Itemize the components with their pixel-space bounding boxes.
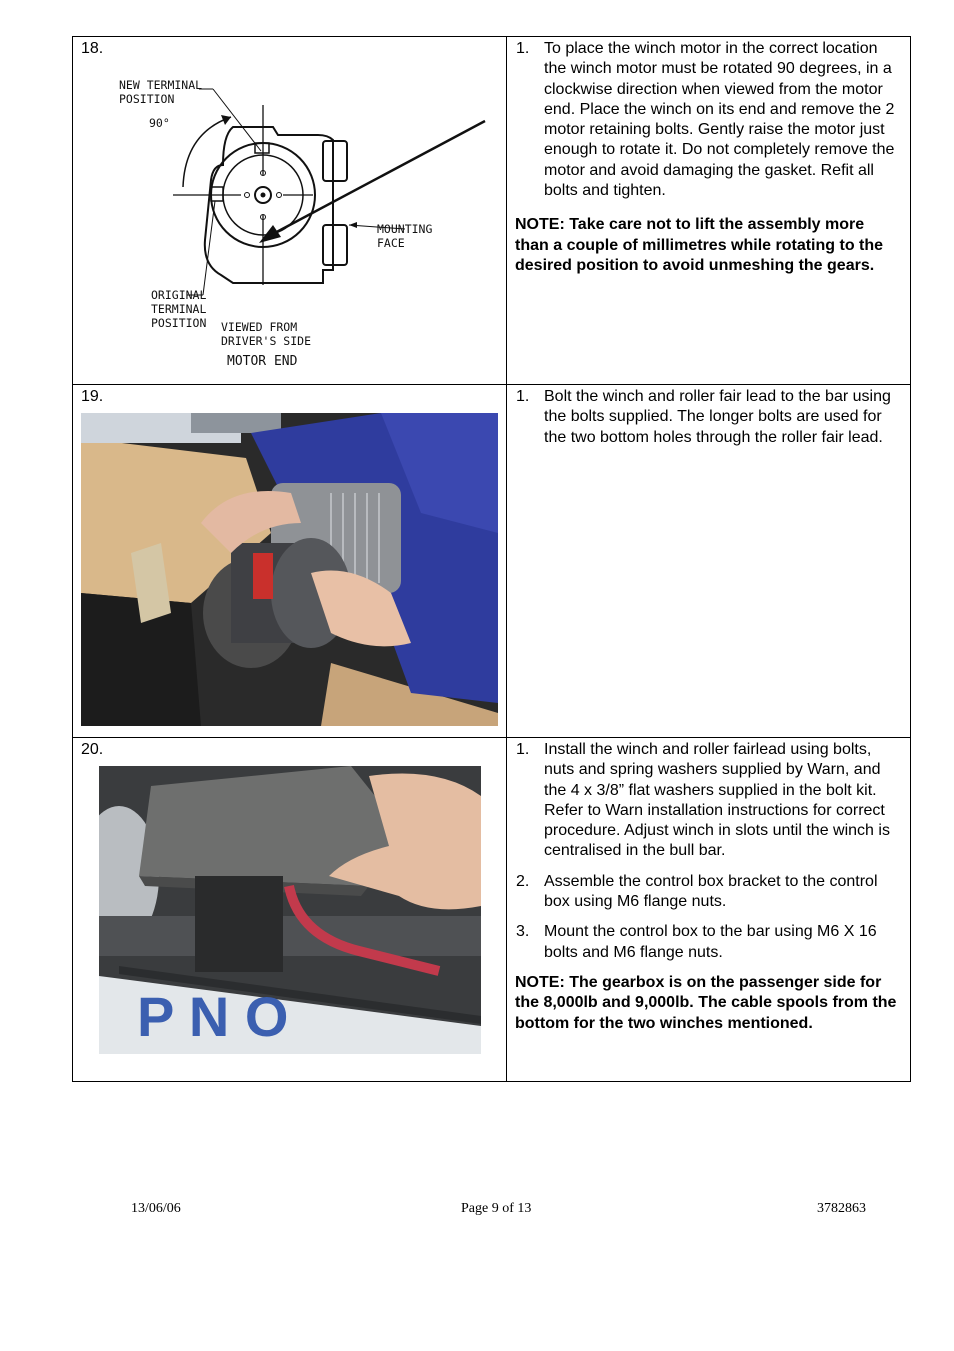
step-row-18 — [73, 37, 911, 385]
label-new-terminal: NEW TERMINAL — [119, 78, 203, 92]
step-19-figure-cell — [73, 385, 507, 738]
list-item: 1. To place the winch motor in the correct location the winch motor must be rotated 90 degrees, in a clockwise direction when viewed from the motor end. Place the winch on its end and remove the 2 motor retaining bolts. Gently raise the motor just enough to rotate it. Do not completely remove the motor and avoid damaging the gasket. Refit all bolts and tighten. — [516, 40, 895, 200]
step-19-text-cell — [507, 385, 911, 738]
label-new-terminal-position: POSITION — [119, 92, 175, 106]
note-text: NOTE: Take care not to lift the assembly more than a couple of millimetres while rotating to the desired position to avoid unmeshing the gears. — [515, 216, 884, 274]
label-mounting: MOUNTING — [377, 222, 433, 236]
step-18-figure-cell — [73, 37, 507, 385]
step-row-20 — [73, 738, 911, 1082]
label-angle: 90° — [149, 116, 170, 130]
label-drivers-side: DRIVER'S SIDE — [221, 334, 312, 345]
label-original-position: POSITION — [151, 316, 207, 330]
footer-page-number: Page 9 of 13 — [461, 1201, 532, 1216]
note-text: NOTE: The gearbox is on the passenger side for the 8,000lb and 9,000lb. The cable spools from the bottom for the two winches mentioned. — [515, 973, 897, 1032]
control-box-photo — [99, 766, 481, 1054]
winch-photo — [81, 413, 498, 726]
plate-text: P N O — [137, 985, 289, 1048]
footer-doc-number: 3782863 — [817, 1201, 866, 1216]
step-18-text-cell — [507, 37, 911, 385]
step-number: 20. — [81, 741, 104, 758]
step-row-19 — [73, 385, 911, 738]
step-20-text-cell — [507, 738, 911, 1082]
motor-end-caption — [223, 351, 343, 371]
label-viewed-from: VIEWED FROM — [221, 320, 298, 334]
list-item: 1. Bolt the winch and roller fair lead to the bar using the bolts supplied. The longer bolts are used for the two bottom holes through the roller fair lead. — [516, 388, 891, 446]
step-20-figure-cell — [73, 738, 507, 1082]
label-original-terminal: TERMINAL — [151, 302, 207, 316]
step-number: 18. — [81, 40, 104, 57]
svg-text:MOTOR END: MOTOR END — [227, 354, 298, 369]
step-number: 19. — [81, 388, 104, 405]
label-original: ORIGINAL — [151, 288, 207, 302]
footer-date: 13/06/06 — [131, 1201, 181, 1216]
motor-end-diagram — [113, 65, 493, 345]
list-item: 2. Assemble the control box bracket to the control box using M6 flange nuts. — [516, 872, 878, 911]
list-item: 3. Mount the control box to the bar using M6 X 16 bolts and M6 flange nuts. — [516, 923, 877, 961]
label-mounting-face: FACE — [377, 236, 405, 250]
list-item: 1. Install the winch and roller fairlead using bolts, nuts and spring washers supplied by Warn, and the 4 x 3/8” flat washers supplied in the bolt kit. Refer to Warn installation instructions for correct procedure. Adjust winch in slots until the winch is centralised in the bull bar. — [516, 741, 890, 860]
instruction-table — [72, 36, 911, 1082]
